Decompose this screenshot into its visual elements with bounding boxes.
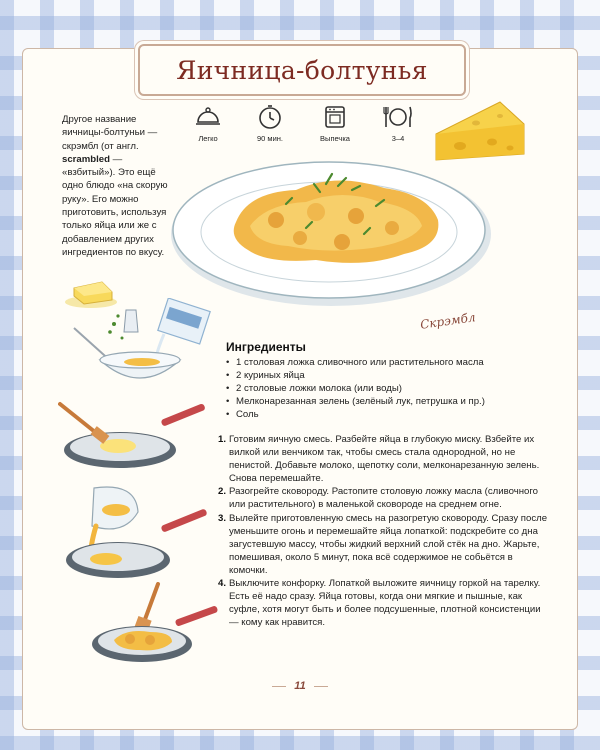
ingredients-list — [226, 356, 556, 421]
intro-text — [62, 113, 174, 259]
meta-time-label: 90 мин. — [257, 134, 283, 143]
page-number-rule-right — [314, 686, 328, 687]
page-title: Яичница-болтунья — [176, 55, 428, 85]
meta-method — [305, 104, 365, 143]
step-text: Разогрейте сковороду. Растопите столовую ложку масла (сливочного или растительного) в маленькой сковороде на среднем огне. — [229, 486, 538, 511]
meta-method-label: Выпечка — [320, 134, 350, 143]
pan-butter-illustration — [58, 398, 208, 472]
step-number: 2. — [218, 486, 227, 498]
ingredient-item: • Соль — [226, 408, 556, 421]
intro-text-part1: Другое название яичницы-болтуньи — скрэмбл (от англ. — [62, 114, 158, 152]
ingredient-item: • 1 столовая ложка сливочного или растительного масла — [226, 356, 556, 369]
step-number: 3. — [218, 512, 227, 524]
intro-text-part2: — «взбитый»). Это ещё одно блюдо «на скорую руку». Его можно приготовить, используя только яйца или же с добавлением других ингредиентов по вкусу. — [62, 153, 168, 258]
plate-illustration — [166, 150, 496, 310]
step-item — [218, 433, 548, 485]
ingredient-item: • Мелконарезанная зелень (зелёный лук, петрушка и пр.) — [226, 395, 556, 408]
step-number: 1. — [218, 434, 227, 445]
meta-difficulty — [178, 104, 238, 143]
ingredient-item: • 2 столовые ложки молока (или воды) — [226, 382, 556, 395]
chef-hat-icon — [194, 104, 222, 130]
meta-difficulty-label: Легко — [198, 134, 218, 143]
meta-servings-label: 3–4 — [391, 134, 405, 143]
page-number-rule-left — [272, 686, 286, 687]
pan-pouring-illustration — [66, 486, 216, 582]
ingredient-item: • 2 куриных яйца — [226, 369, 556, 382]
plate-label: Скрэмбл — [419, 310, 477, 332]
meta-time — [240, 104, 300, 143]
title-frame — [138, 44, 466, 96]
steps-list — [218, 433, 548, 629]
timer-icon — [256, 104, 284, 130]
step-item — [218, 577, 548, 629]
meta-servings — [368, 104, 428, 143]
intro-text-bold: scrambled — [62, 153, 110, 165]
oven-icon — [321, 104, 349, 130]
pan-scramble-illustration — [90, 582, 220, 666]
page-number-text: 11 — [294, 680, 306, 692]
step-text: Выключите конфорку. Лопаткой выложите яичницу горкой на тарелку. Есть её надо сразу. Яйца готовы, когда они мягкие и пышные, как суфле, хотя могут быть и более подсушенные, плотной консистенции — кому как нравится. — [229, 578, 541, 629]
plate-cutlery-icon — [382, 104, 414, 130]
page-number — [260, 676, 340, 696]
step-number: 4. — [218, 578, 227, 590]
bowl-mixing-illustration — [66, 298, 216, 394]
step-item — [218, 485, 548, 511]
step-text: Готовим яичную смесь. Разбейте яйца в глубокую миску. Взбейте их вилкой или венчиком так, чтобы смесь стала однородной, но не пенистой. Добавьте молоко, щепотку соли, мелконарезанную зелень. Снова перемешайте. — [229, 434, 540, 485]
step-item — [218, 512, 548, 577]
step-text: Вылейте приготовленную смесь на разогретую сковороду. Сразу после уменьшите огонь и перемешайте яйца лопаткой: подскребите со дна загустевшую массу, чтобы жидкий верхний слой стёк на дно. Жарьте, помешивая, около 5 минут, пока всё содержимое не собьётся в комочки. — [229, 512, 548, 576]
ingredients-title: Ингредиенты — [226, 340, 306, 354]
